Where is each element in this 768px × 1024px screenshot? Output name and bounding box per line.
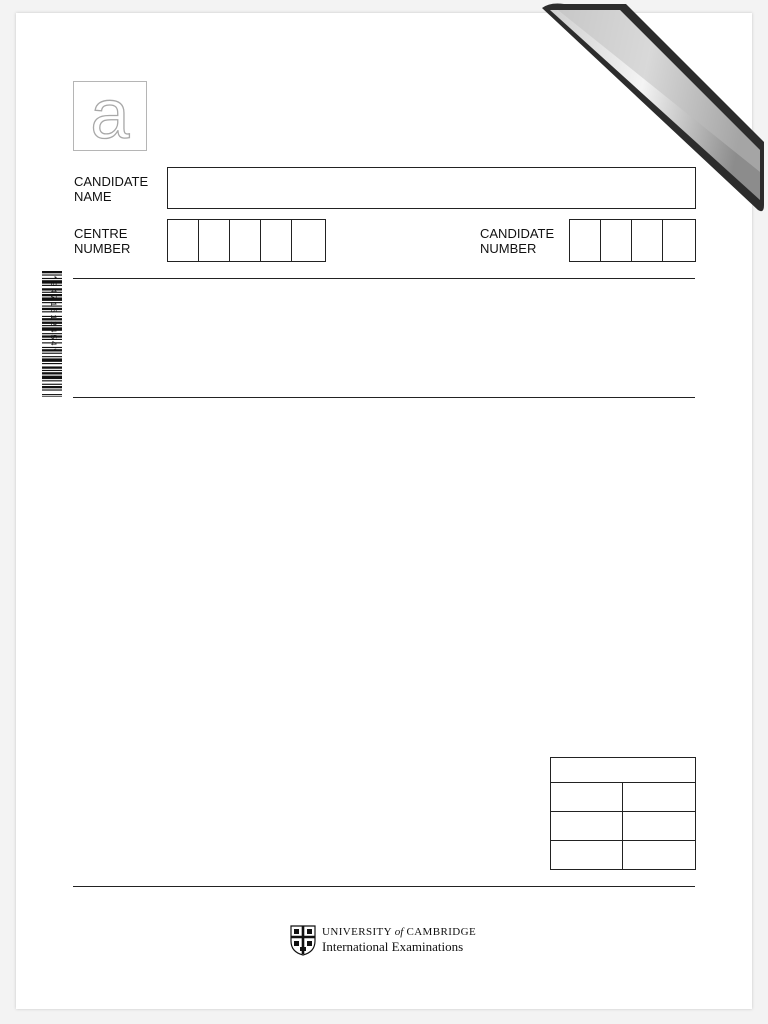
candidate-number-digit-box[interactable] (601, 220, 632, 261)
barcode-bar (42, 372, 62, 374)
centre-number-digit-box[interactable] (292, 220, 323, 261)
candidate-number-label-line1: CANDIDATE (480, 226, 555, 241)
barcode-bar (42, 380, 62, 381)
centre-number-field[interactable] (167, 219, 326, 262)
header-divider-bottom (73, 397, 695, 398)
examiner-use-cell (623, 812, 695, 840)
examiner-use-cell (551, 812, 623, 840)
barcode-bar (42, 370, 62, 371)
examiner-use-cell (551, 783, 623, 811)
centre-number-digit-box[interactable] (230, 220, 261, 261)
barcode-text: *9471512454* (48, 275, 57, 354)
candidate-number-digit-box[interactable] (663, 220, 694, 261)
barcode-bar (42, 394, 62, 395)
examiner-use-table-row (551, 812, 695, 841)
candidate-number-label-line2: NUMBER (480, 241, 537, 256)
university-name-line1 (322, 925, 476, 939)
barcode-bar (42, 396, 62, 397)
candidate-number-digit-box[interactable] (632, 220, 663, 261)
centre-number-digit-box[interactable] (261, 220, 292, 261)
centre-number-label (74, 226, 130, 256)
university-crest-icon (290, 925, 316, 956)
logo-letter-graphic (74, 82, 146, 150)
examiner-use-cell (551, 841, 623, 870)
barcode (22, 271, 64, 397)
examiner-use-cell (623, 783, 695, 811)
barcode-bar (42, 386, 62, 388)
university-footer-logo (290, 925, 490, 959)
barcode-bar (42, 271, 62, 273)
centre-number-label-line1: CENTRE (74, 226, 128, 241)
barcode-bar (42, 389, 62, 390)
examinations-line: International Examinations (322, 939, 464, 954)
barcode-bar (42, 384, 62, 385)
cambridge-word: CAMBRIDGE (406, 926, 477, 938)
examiner-use-table-row (551, 841, 695, 870)
barcode-bar (42, 358, 62, 361)
centre-number-label-line2: NUMBER (74, 241, 131, 256)
candidate-number-field[interactable] (569, 219, 696, 262)
university-name (322, 925, 476, 954)
centre-number-digit-box[interactable] (199, 220, 230, 261)
candidate-name-label (74, 174, 148, 204)
candidate-number-digit-box[interactable] (570, 220, 601, 261)
centre-number-digit-box[interactable] (168, 220, 199, 261)
examiner-use-cell (623, 841, 695, 870)
corner-ribbon-decoration (536, 0, 768, 220)
footer-divider (73, 886, 695, 887)
header-divider-top (73, 278, 695, 279)
svg-text:a: a (90, 82, 130, 150)
exam-board-logo (73, 81, 147, 151)
examiner-use-table (550, 757, 696, 870)
examiner-use-table-row (551, 783, 695, 812)
university-word: UNIVERSITY (322, 926, 392, 938)
examiner-use-table-header (551, 758, 695, 783)
candidate-number-label (480, 226, 554, 256)
barcode-bar (42, 356, 62, 357)
candidate-name-label-line1: CANDIDATE (74, 174, 149, 189)
candidate-name-label-line2: NAME (74, 189, 112, 204)
barcode-bar (42, 366, 62, 368)
of-word: of (394, 926, 404, 938)
barcode-bar (42, 376, 62, 379)
barcode-bar (42, 363, 62, 364)
